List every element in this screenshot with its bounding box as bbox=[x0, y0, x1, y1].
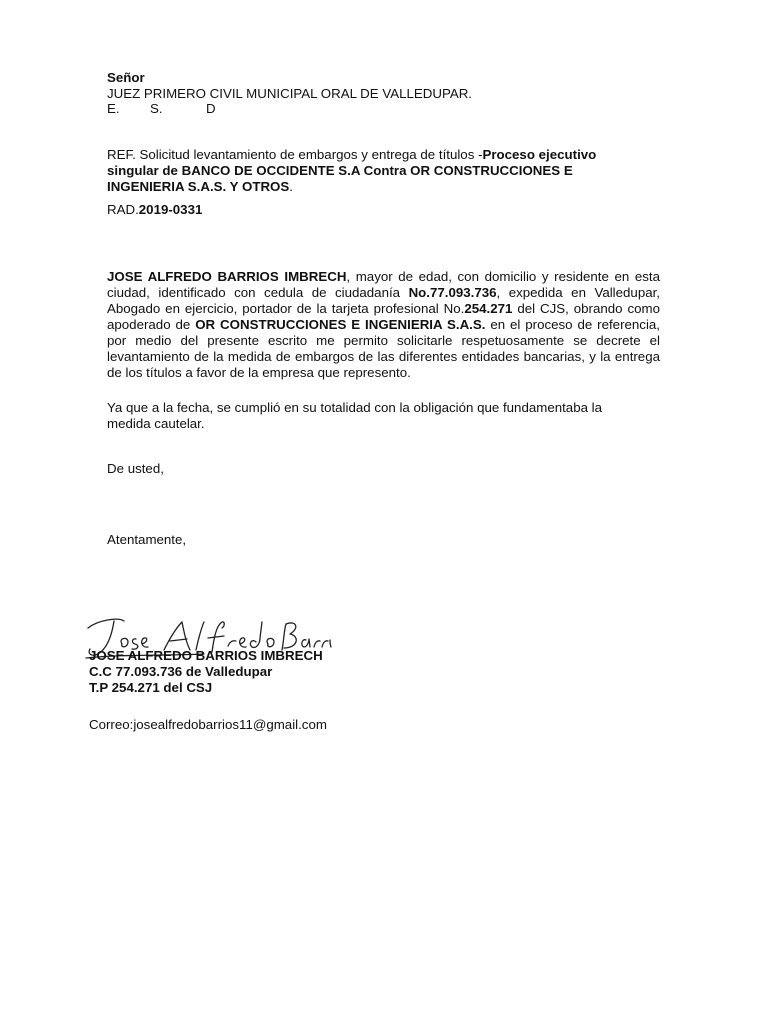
signer-email: Correo:josealfredobarrios11@gmail.com bbox=[89, 717, 327, 732]
signer-name: JOSE ALFREDO BARRIOS IMBRECH bbox=[89, 648, 323, 663]
body-text-4: en el proceso de referencia, por medio del presente escrito me permito solicitarle respetuosamente se decrete el levantamiento de la medida de embargos de las diferentes entidades bancarias, y la entrega de los títulos a favor de la empresa que represento. bbox=[107, 317, 660, 380]
ref-prefix: REF. Solicitud levantamiento de embargos y entrega de títulos - bbox=[107, 147, 483, 162]
closing-regards: De usted, bbox=[107, 461, 164, 476]
signer-cc: C.C 77.093.736 de Valledupar bbox=[89, 664, 273, 679]
addressee: JUEZ PRIMERO CIVIL MUNICIPAL ORAL DE VALLEDUPAR. bbox=[107, 86, 473, 101]
lawyer-name: JOSE ALFREDO BARRIOS IMBRECH bbox=[107, 269, 347, 284]
signer-tp: T.P 254.271 del CSJ bbox=[89, 680, 213, 695]
esd-line bbox=[107, 101, 660, 117]
body-text-2: , expedida en Valledupar, Abogado en ejercicio, portador de la tarjeta profesional No. bbox=[107, 285, 661, 316]
body-paragraph-2: Ya que a la fecha, se cumplió en su totalidad con la obligación que fundamentaba la medida cautelar. bbox=[107, 400, 603, 431]
ref-process: Proceso ejecutivo singular bbox=[107, 147, 597, 178]
body-paragraph bbox=[107, 269, 660, 381]
ref-end: . bbox=[289, 179, 293, 194]
tp-number: 254.271 bbox=[464, 301, 513, 316]
closing-sincerely: Atentamente, bbox=[107, 532, 187, 547]
cc-number: No.77.093.736 bbox=[408, 285, 497, 300]
rad-value: 2019-0331 bbox=[138, 202, 203, 217]
ref-de: de bbox=[158, 163, 182, 178]
ref-parties: BANCO DE OCCIDENTE S.A Contra OR CONSTRUCCIONES E INGENIERIA S.A.S. Y OTROS bbox=[107, 163, 573, 194]
salutation: Señor bbox=[107, 70, 145, 85]
esd-d: D bbox=[206, 101, 216, 116]
rad-label: RAD. bbox=[107, 202, 139, 217]
esd-e: E. bbox=[107, 101, 120, 116]
body-text-3: del CJS, obrando como apoderado de bbox=[107, 301, 660, 332]
esd-s: S. bbox=[150, 101, 163, 116]
body-text-1: , mayor de edad, con domicilio y residente en esta ciudad, identificado con cedula de ciudadanía bbox=[107, 269, 660, 300]
rad bbox=[107, 202, 660, 218]
company-name: OR CONSTRUCCIONES E INGENIERIA S.A.S. bbox=[195, 317, 486, 332]
reference bbox=[107, 147, 607, 195]
